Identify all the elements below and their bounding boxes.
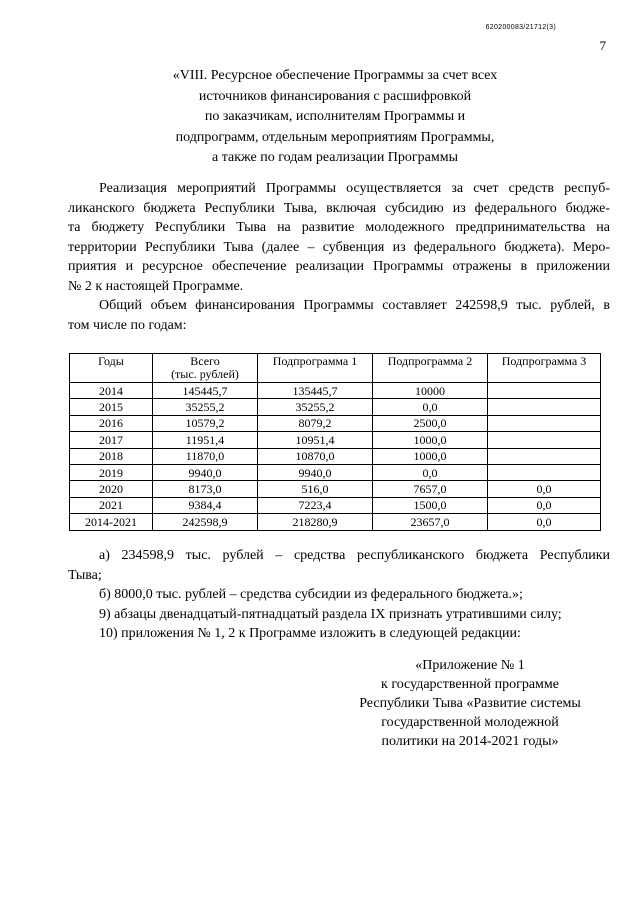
- table-row: [70, 497, 601, 513]
- cell-subprogram-2: 0,0: [373, 399, 488, 415]
- cell-total: 9384,4: [153, 497, 258, 513]
- cell-year: 2018: [70, 448, 153, 464]
- table-row: [70, 383, 601, 399]
- page-number: 7: [599, 38, 606, 53]
- header-subprogram-2: Подпрограмма 2: [373, 354, 488, 383]
- cell-subprogram-3: [488, 432, 601, 448]
- cell-year: 2019: [70, 464, 153, 480]
- cell-subprogram-3: 0,0: [488, 497, 601, 513]
- cell-total: 242598,9: [153, 514, 258, 530]
- paragraph-line: ликанского бюджета Республики Тыва, включая субсидию из федерального бюдже-: [68, 200, 610, 216]
- cell-subprogram-2: 10000: [373, 383, 488, 399]
- cell-subprogram-3: [488, 399, 601, 415]
- header-subprogram-3: Подпрограмма 3: [488, 354, 601, 383]
- cell-year: 2020: [70, 481, 153, 497]
- cell-total: 35255,2: [153, 399, 258, 415]
- cell-subprogram-2: 1000,0: [373, 432, 488, 448]
- item-a-line: Тыва;: [68, 567, 102, 583]
- table-row: [70, 399, 601, 415]
- cell-total: 8173,0: [153, 481, 258, 497]
- cell-subprogram-2: 1500,0: [373, 497, 488, 513]
- cell-subprogram-1: 8079,2: [258, 415, 373, 431]
- appendix-line: государственной молодежной: [381, 715, 559, 730]
- heading-line: по заказчикам, исполнителям Программы и: [204, 109, 466, 124]
- cell-year: 2014: [70, 383, 153, 399]
- cell-subprogram-1: 516,0: [258, 481, 373, 497]
- cell-subprogram-2: 7657,0: [373, 481, 488, 497]
- item-a-line: а) 234598,9 тыс. рублей – средства республиканского бюджета Республики: [99, 548, 610, 563]
- cell-subprogram-2: 2500,0: [373, 415, 488, 431]
- cell-total: 145445,7: [153, 383, 258, 399]
- heading-line: «VIII. Ресурсное обеспечение Программы за счет всех: [172, 68, 498, 83]
- cell-subprogram-1: 10870,0: [258, 448, 373, 464]
- cell-subprogram-2: 23657,0: [373, 514, 488, 530]
- cell-total: 11951,4: [153, 432, 258, 448]
- document-code: 620200083/21712(3): [485, 24, 556, 31]
- appendix-caption: [345, 656, 595, 751]
- cell-subprogram-3: [488, 415, 601, 431]
- heading-line: источников финансирования с расшифровкой: [198, 88, 472, 104]
- appendix-line: к государственной программе: [381, 677, 559, 692]
- cell-total: 11870,0: [153, 448, 258, 464]
- heading-line: а также по годам реализации Программы: [211, 150, 458, 165]
- cell-subprogram-3: 0,0: [488, 514, 601, 530]
- cell-subprogram-3: [488, 383, 601, 399]
- cell-subprogram-3: [488, 448, 601, 464]
- cell-year: 2014-2021: [70, 514, 153, 530]
- after-table-text: [68, 546, 610, 644]
- cell-subprogram-1: 35255,2: [258, 399, 373, 415]
- paragraph-line: Реализация мероприятий Программы осуществляется за счет средств респуб-: [99, 181, 610, 196]
- paragraph-line: Общий объем финансирования Программы составляет 242598,9 тыс. рублей, в: [99, 298, 610, 313]
- table-row: [70, 448, 601, 464]
- cell-subprogram-1: 7223,4: [258, 497, 373, 513]
- cell-subprogram-2: 0,0: [373, 464, 488, 480]
- table-header-row: [70, 354, 601, 383]
- financing-table: [69, 353, 601, 531]
- table-row: [70, 464, 601, 480]
- header-total: [153, 354, 258, 383]
- paragraph-line: приятия и ресурсное обеспечение реализации Программы отражены в приложении: [68, 259, 610, 275]
- cell-subprogram-2: 1000,0: [373, 448, 488, 464]
- paragraph-line: том числе по годам:: [68, 317, 187, 333]
- section-heading: [100, 66, 570, 169]
- header-subprogram-1: Подпрограмма 1: [258, 354, 373, 383]
- item-10: 10) приложения № 1, 2 к Программе изложить в следующей редакции:: [99, 626, 521, 642]
- header-year: Годы: [70, 354, 153, 383]
- cell-year: 2017: [70, 432, 153, 448]
- appendix-line: «Приложение № 1: [415, 658, 525, 673]
- cell-year: 2021: [70, 497, 153, 513]
- table-row: [70, 432, 601, 448]
- cell-total: 9940,0: [153, 464, 258, 480]
- table-row: [70, 481, 601, 497]
- item-b: б) 8000,0 тыс. рублей – средства субсидии из федерального бюджета.»;: [99, 587, 523, 603]
- total-paragraph: [68, 296, 610, 335]
- paragraph-line: та бюджету Республики Тыва на развитие молодежного предпринимательства на: [68, 220, 610, 236]
- heading-line: подпрограмм, отдельным мероприятиям Программы,: [175, 129, 495, 145]
- cell-subprogram-3: 0,0: [488, 481, 601, 497]
- intro-paragraph: [68, 179, 610, 297]
- paragraph-line: № 2 к настоящей Программе.: [68, 278, 244, 294]
- appendix-line: политики на 2014-2021 годы»: [381, 734, 559, 749]
- cell-year: 2016: [70, 415, 153, 431]
- cell-subprogram-1: 10951,4: [258, 432, 373, 448]
- cell-subprogram-1: 135445,7: [258, 383, 373, 399]
- table-row: [70, 415, 601, 431]
- paragraph-line: территории Республики Тыва (далее – субвенция из федерального бюджета). Меро-: [68, 239, 610, 255]
- table-total-row: [70, 514, 601, 530]
- item-9: 9) абзацы двенадцатый-пятнадцатый раздела IX признать утратившими силу;: [99, 606, 562, 622]
- cell-total: 10579,2: [153, 415, 258, 431]
- appendix-line: Республики Тыва «Развитие системы: [359, 696, 581, 711]
- header-total-line: Всего: [190, 354, 220, 368]
- cell-subprogram-1: 9940,0: [258, 464, 373, 480]
- cell-year: 2015: [70, 399, 153, 415]
- cell-subprogram-1: 218280,9: [258, 514, 373, 530]
- header-total-unit: (тыс. рублей): [171, 367, 239, 381]
- cell-subprogram-3: [488, 464, 601, 480]
